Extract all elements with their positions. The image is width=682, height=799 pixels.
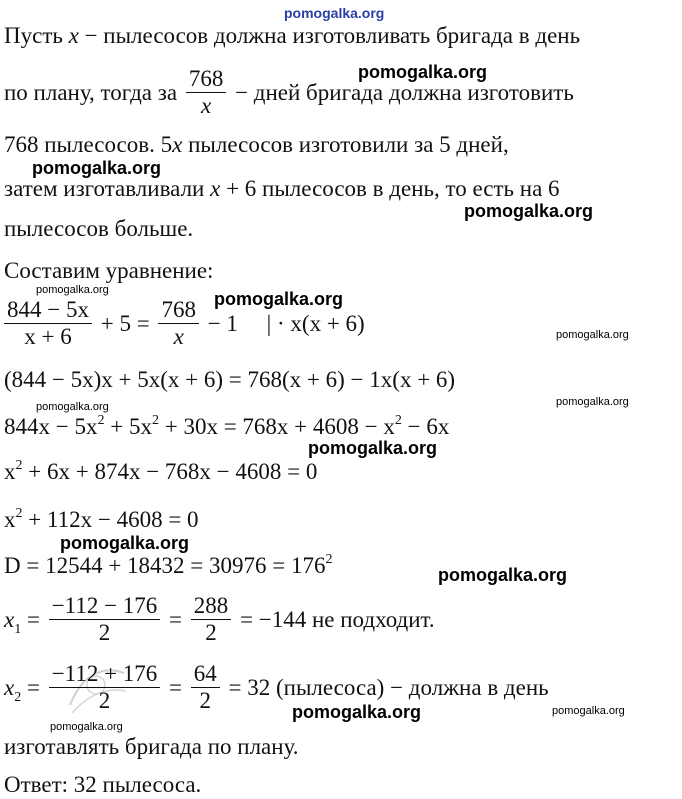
watermark: pomogalka.org — [464, 201, 594, 221]
text-line-6: Составим уравнение: — [4, 258, 214, 283]
fraction-left: $\frac{844 - 5x}{x + 6}$ — [4, 297, 92, 350]
watermark: pomogalka.org — [32, 158, 162, 178]
equation-7-root-1: $x_1$ = $\frac{-112 - 176}{2}$ = $\frac{288}{2}$ = −144 не подходит. — [4, 593, 435, 645]
fraction-right: $\frac{768}{x}$ — [158, 297, 199, 350]
fraction-root2-b: $\frac{64}{2}$ — [191, 661, 220, 714]
equation-1: $\frac{844 - 5x}{x + 6}$ + 5 = $\frac{768}{x}$ − 1 | · x(x + 6) — [4, 299, 365, 352]
equation-5: $x^2 + 112x - 4608 = 0$ — [4, 506, 199, 532]
text-line-4: затем изготавливали x + 6 пылесосов в день, то есть на 6 — [4, 176, 560, 201]
watermark-small: pomogalka.org — [552, 705, 625, 717]
fraction-root2-a: $\frac{-112 + 176}{2}$ — [49, 661, 161, 714]
text-line-plan: изготавлять бригада по плану. — [4, 734, 299, 759]
watermark-small: pomogalka.org — [556, 396, 629, 408]
watermark: pomogalka.org — [308, 438, 438, 458]
fraction-root1-b: $\frac{288}{2}$ — [191, 593, 232, 646]
answer-line: Ответ: 32 пылесоса. — [4, 772, 202, 797]
watermark: pomogalka.org — [358, 62, 488, 82]
watermark-small: pomogalka.org — [556, 329, 629, 341]
text-line-3: 768 пылесосов. 5x пылесосов изготовили за 5 дней, — [4, 132, 509, 157]
watermark-small: pomogalka.org — [36, 284, 109, 296]
text-line-2: по плану, тогда за $\frac{768}{x}$ − дней бригада должна изготовить — [4, 66, 574, 118]
watermark: pomogalka.org — [292, 702, 422, 722]
equation-3: $844x - 5x^2 + 5x^2 + 30x = 768x + 4608 - x^2 - 6x$ — [4, 413, 450, 439]
equation-8-root-2: $x_2$ = $\frac{-112 + 176}{2}$ = $\frac{64}{2}$ = 32 (пылесоса) − должна в день — [4, 661, 549, 713]
fraction-768-over-x: $\frac{768}{x}$ — [186, 66, 227, 119]
watermark-small: pomogalka.org — [50, 721, 123, 733]
text-line-1: Пусть x − пылесосов должна изготовливать бригада в день — [4, 23, 581, 48]
watermark: pomogalka.org — [214, 289, 344, 309]
fraction-root1-a: $\frac{-112 - 176}{2}$ — [49, 593, 161, 646]
equation-4: $x^2 + 6x + 874x - 768x - 4608 = 0$ — [4, 458, 318, 484]
watermark: pomogalka.org — [60, 533, 190, 553]
watermark-top: pomogalka.org — [284, 5, 385, 21]
watermark-small: pomogalka.org — [36, 401, 109, 413]
watermark: pomogalka.org — [438, 565, 568, 585]
equation-2: (844 − 5x)x + 5x(x + 6) = 768(x + 6) − 1x(x + 6) — [4, 367, 456, 392]
equation-6-discriminant: $D = 12544 + 18432 = 30976 = 176^2$ — [4, 552, 333, 578]
text-line-5: пылесосов больше. — [4, 216, 194, 241]
